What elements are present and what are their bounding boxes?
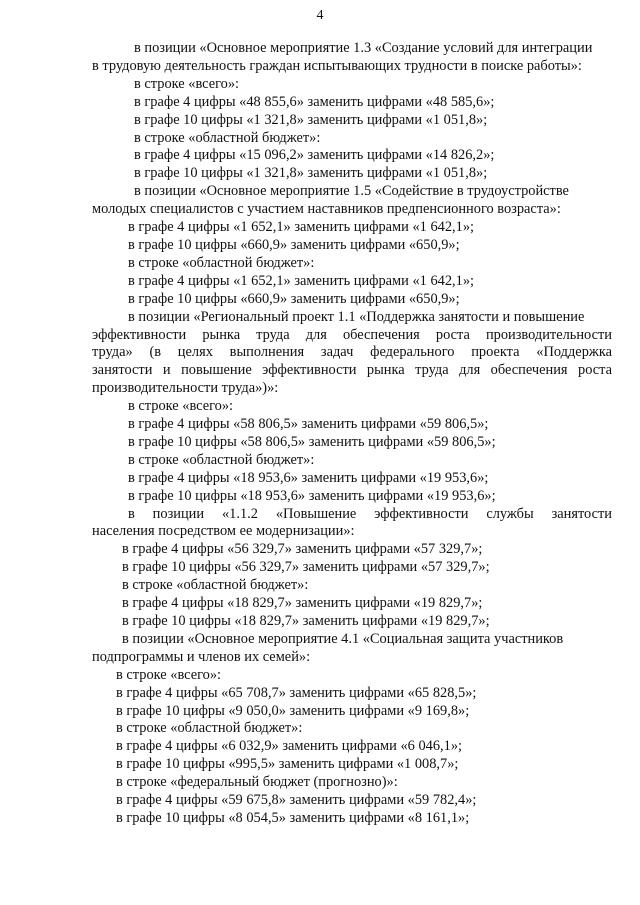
text-line: в строке «федеральный бюджет (прогнозно)»: (116, 774, 398, 791)
text-line: эффективности рынка труда для обеспечения роста производительности (92, 326, 612, 343)
text-line: в графе 10 цифры «8 054,5» заменить цифрами «8 161,1»; (116, 809, 470, 826)
text-line: в графе 4 цифры «48 855,6» заменить цифрами «48 585,6»; (134, 93, 495, 110)
text-line: в графе 10 цифры «1 321,8» заменить цифрами «1 051,8»; (134, 111, 488, 128)
text-line: в строке «областной бюджет»: (128, 451, 315, 468)
text-line: производительности труда»)»: (92, 380, 279, 397)
text-line: в строке «областной бюджет»: (122, 577, 309, 594)
text-line: в графе 4 цифры «18 953,6» заменить цифрами «19 953,6»; (128, 469, 489, 486)
text-line: в позиции «Основное мероприятие 1.3 «Создание условий для интеграции (134, 40, 593, 56)
text-line: в графе 10 цифры «18 953,6» заменить цифрами «19 953,6»; (128, 487, 496, 504)
text-line: в графе 4 цифры «1 652,1» заменить цифрами «1 642,1»; (128, 272, 475, 289)
text-line: в строке «всего»: (134, 75, 240, 92)
text-line: труда» (в целях выполнения задач федерального проекта «Поддержка (92, 344, 612, 361)
text-line: в графе 4 цифры «6 032,9» заменить цифрами «6 046,1»; (116, 738, 463, 755)
text-line: в графе 10 цифры «660,9» заменить цифрами «650,9»; (128, 290, 460, 307)
text-line: в строке «всего»: (116, 666, 222, 683)
document-body (92, 40, 612, 828)
page-number: 4 (316, 8, 324, 23)
text-line: в строке «областной бюджет»: (128, 254, 315, 271)
text-line: в графе 4 цифры «58 806,5» заменить цифрами «59 806,5»; (128, 416, 489, 433)
text-line: в позиции «Основное мероприятие 1.5 «Содействие в трудоустройстве (134, 183, 569, 200)
text-line: в графе 10 цифры «660,9» заменить цифрами «650,9»; (128, 236, 460, 253)
text-line: в графе 4 цифры «1 652,1» заменить цифрами «1 642,1»; (128, 219, 475, 236)
text-line: в графе 10 цифры «58 806,5» заменить цифрами «59 806,5»; (128, 433, 496, 450)
text-line: занятости и повышение эффективности рынка труда для обеспечения роста (92, 362, 612, 379)
text-line: подпрограммы и членов их семей»: (92, 648, 311, 665)
text-line: в графе 10 цифры «56 329,7» заменить цифрами «57 329,7»; (122, 559, 490, 576)
text-line: в графе 10 цифры «18 829,7» заменить цифрами «19 829,7»; (122, 613, 490, 629)
text-line: в графе 10 цифры «1 321,8» заменить цифрами «1 051,8»; (134, 165, 488, 182)
text-line: в графе 4 цифры «59 675,8» заменить цифрами «59 782,4»; (116, 792, 477, 809)
text-line: в позиции «Региональный проект 1.1 «Поддержка занятости и повышение (128, 308, 585, 325)
text-line: населения посредством ее модернизации»: (92, 523, 355, 540)
text-line: в позиции «Основное мероприятие 4.1 «Социальная защита участников (122, 630, 564, 647)
text-line: в графе 10 цифры «995,5» заменить цифрами «1 008,7»; (116, 756, 459, 773)
text-line: в строке «областной бюджет»: (116, 720, 303, 737)
text-line: в позиции «1.1.2 «Повышение эффективности службы занятости (128, 505, 612, 522)
text-line: в строке «областной бюджет»: (134, 129, 321, 146)
text-line: в трудовую деятельность граждан испытывающих трудности в поиске работы»: (92, 57, 582, 74)
text-line: в графе 4 цифры «56 329,7» заменить цифрами «57 329,7»; (122, 541, 483, 558)
text-line: в графе 4 цифры «15 096,2» заменить цифрами «14 826,2»; (134, 147, 495, 164)
text-line: в графе 4 цифры «18 829,7» заменить цифрами «19 829,7»; (122, 595, 483, 612)
text-line: в строке «всего»: (128, 398, 234, 415)
text-line: молодых специалистов с участием наставников предпенсионного возраста»: (92, 201, 561, 218)
text-line: в графе 4 цифры «65 708,7» заменить цифрами «65 828,5»; (116, 684, 477, 701)
text-line: в графе 10 цифры «9 050,0» заменить цифрами «9 169,8»; (116, 702, 470, 719)
